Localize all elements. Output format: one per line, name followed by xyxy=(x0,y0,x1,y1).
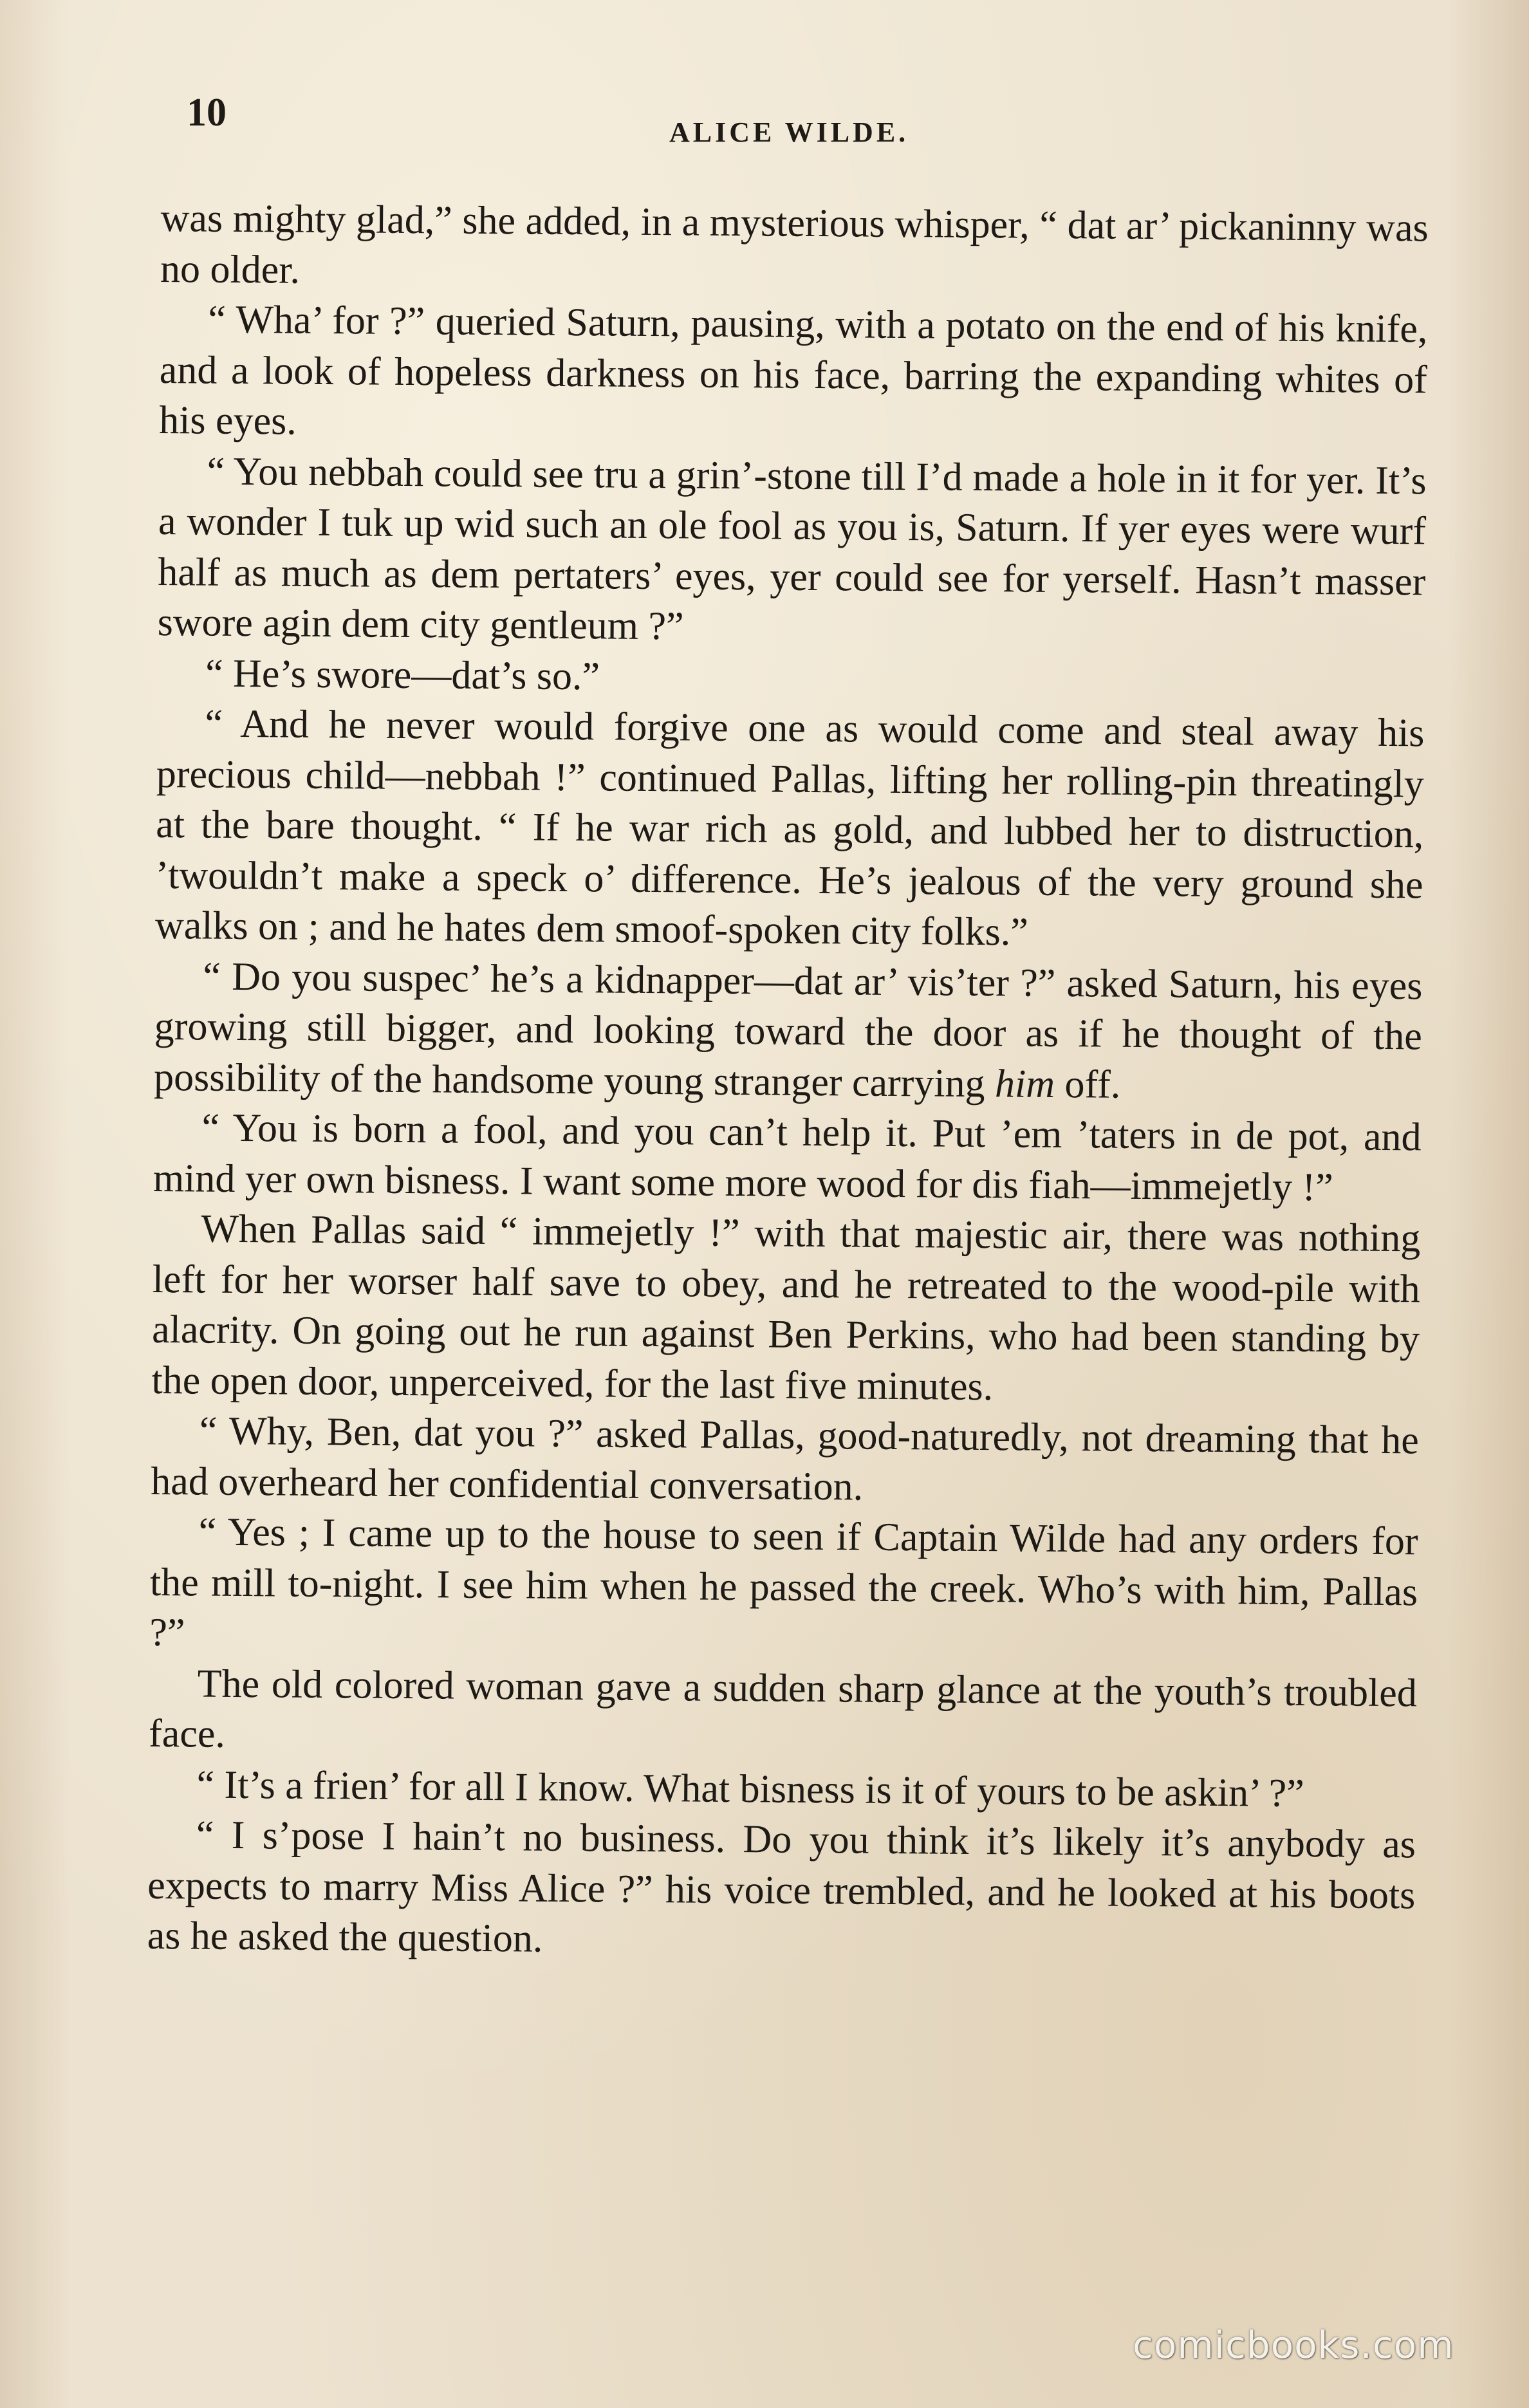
page-header xyxy=(187,90,1441,154)
watermark: comicbooks.com xyxy=(1133,2323,1454,2367)
paragraph-text: “ Do you suspec’ he’s a kidnapper—dat ar’ vis’ter ?” asked Saturn, his eyes growing still bigger, and looking toward the door as if he thought of the possibility of the handsome young stranger carrying xyxy=(153,954,1423,1106)
paragraph: “ It’s a frien’ for all I know. What bisness is it of yours to be askin’ ?” xyxy=(196,1763,1304,1815)
paragraph: The old colored woman gave a sudden sharp glance at the youth’s troubled face. xyxy=(148,1662,1418,1756)
paragraph: “ He’s swore—dat’s so.” xyxy=(205,651,600,698)
paragraph: “ I s’pose I hain’t no business. Do you think it’s likely it’s anybody as expects to marry Miss Alice ?” his voice trembled, and he looked at his boots as he asked the question. xyxy=(147,1813,1416,1961)
page-number: 10 xyxy=(187,91,227,134)
running-title: ALICE WILDE. xyxy=(669,116,909,148)
body-text xyxy=(147,193,1429,1971)
paragraph xyxy=(154,950,1423,1112)
paragraph: “ You nebbah could see tru a grin’-stone till I’d made a hole in it for yer. It’s a wonder I tuk up wid such an ole fool as you is, Saturn. If yer eyes were wurf half as much as dem pertaters’ eyes, yer could see for yerself. Hasn’t masser swore agin dem city gentleum ?” xyxy=(157,449,1427,649)
paragraph: “ And he never would forgive one as would come and steal away his precious child—nebbah !” continued Pallas, lifting her rolling-pin threatingly at the bare thought. “ If he war rich as gold, and lubbed her to distruction, ’twouldn’t make a speck o’ difference. He’s jealous of the very ground she walks on ; and he hates dem smoof-spoken city folks.” xyxy=(154,701,1425,954)
paragraph: “ Why, Ben, dat you ?” asked Pallas, good-naturedly, not dreaming that he had overheard her confidential conversation. xyxy=(151,1409,1420,1509)
paragraph: “ You is born a fool, and you can’t help it. Put ’em ’taters in de pot, and mind yer own bisness. I want some more wood for dis fiah—immejetly !” xyxy=(153,1106,1422,1209)
emphasized-word: him xyxy=(994,1061,1055,1106)
paragraph: When Pallas said “ immejetly !” with that majestic air, there was nothing left for her worser half save to obey, and he retreated to the wood-pile with alacrity. On going out he run against Ben Perkins, who had been standing by the open door, unperceived, for the last five minutes. xyxy=(151,1207,1421,1409)
paragraph: “ Wha’ for ?” queried Saturn, pausing, with a potato on the end of his knife, and a look of hopeless darkness on his face, barring the expanding whites of his eyes. xyxy=(158,297,1428,443)
paragraph: was mighty glad,” she added, in a mysterious whisper, “ dat ar’ pickaninny was no older. xyxy=(160,196,1429,292)
paragraph: “ Yes ; I came up to the house to seen if Captain Wilde had any orders for the mill to-night. I see him when he passed the creek. Who’s with him, Pallas ?” xyxy=(149,1510,1418,1655)
paragraph-text: off. xyxy=(1054,1062,1121,1107)
